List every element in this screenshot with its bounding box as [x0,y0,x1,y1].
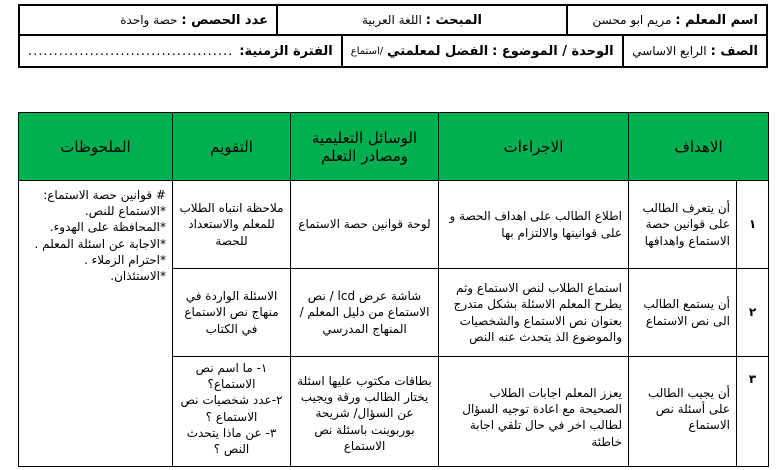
row-number: ٢ [737,269,769,357]
note-line: *الاستئذان. [110,268,166,283]
objective-cell: أن يستمع الطالب الى نص الاستماع [629,269,737,357]
evaluation-cell: الاسئلة الواردة في منهاج نص الاستماع في الكتاب [173,269,291,357]
subject-label: المبحث : [425,12,483,28]
grade-cell [622,36,766,66]
evaluation-cell: ملاحظة انتباه الطلاب للمعلم والاستعداد للحصة [173,181,291,269]
objective-cell: أن يجيب الطالب على أسئلة نص الاستماع [629,357,737,467]
classes-label: عدد الحصص : [181,12,268,28]
unit-label: الوحدة / الموضوع : [492,43,614,59]
row-number: ٣ [737,357,769,467]
note-line: *المحافظة على الهدوء. [49,220,166,235]
row-number: ١ [737,181,769,269]
teacher-value: مريم ابو محسن [592,13,672,27]
info-row-2 [20,36,766,66]
evaluation-line: ١- ما اسم نص الاستماع؟ [195,361,268,392]
header-objectives: الاهداف [629,113,769,181]
teacher-cell [566,6,766,34]
note-line: # قوانين حصة الاستماع: [43,188,166,202]
resource-cell: شاشة عرض lcd / نص الاستماع من دليل المعلم / المنهاج المدرسي [291,269,439,357]
note-line: *الاجابة عن اسئلة المعلم . [34,236,166,251]
procedure-cell: استماع الطلاب لنص الاستماع وثم يطرح المعلم الاسئلة بشكل متدرج بعنوان نص الاستماع والشخصيات والموضوع الذ يتحدث عنه النص [439,269,629,357]
evaluation-line: ٢-عدد شخصيات نص الاستماع ؟ [180,393,283,424]
note-line: *احترام الزملاء . [83,252,166,267]
teacher-label: اسم المعلم : [675,12,758,28]
note-line: *الاستماع للنص. [84,204,166,219]
unit-suffix: /استماع [350,45,384,57]
unit-value: الفضل لمعلمتي [387,43,489,59]
period-label: الفترة الزمنية: [239,43,333,59]
procedure-cell: يعزز المعلم اجابات الطلاب الصحيحة مع اعادة توجيه السؤال لطالب اخر في حال تلقي اجابة خاطئة [439,357,629,467]
period-value: ........................................ [28,43,234,59]
header-evaluation: التقويم [173,113,291,181]
resource-cell: بطاقات مكتوب عليها اسئلة يختار الطالب ورقة ويجيب عن السؤال/ شريحة بوربوينت باسئلة نص الاستماع [291,357,439,467]
evaluation-cell [173,357,291,467]
period-cell [20,36,341,66]
notes-cell [19,181,173,467]
header-procedures: الاجراءات [439,113,629,181]
evaluation-line: ٣- عن ماذا يتحدث النص ؟ [186,425,277,456]
lesson-plan-table [18,112,769,467]
info-row-1 [20,6,766,36]
subject-cell [276,6,566,34]
header-notes: الملحوظات [19,113,173,181]
classes-cell [20,6,276,34]
lesson-info-table [18,4,768,68]
procedure-cell: اطلاع الطالب على اهداف الحصة و على قوانينها والالتزام بها [439,181,629,269]
resource-cell: لوحة قوانين حصة الاستماع [291,181,439,269]
header-resources: الوسائل التعليمية ومصادر التعلم [291,113,439,181]
plan-header-row [19,113,769,181]
table-row [19,181,769,269]
objective-cell: أن يتعرف الطالب على قوانين حصة الاستماع واهدافها [629,181,737,269]
unit-cell [341,36,622,66]
grade-label: الصف : [710,43,758,59]
grade-value: الرابع الاساسي [632,44,707,58]
classes-value: حصة واحدة [120,13,178,27]
subject-value: اللغة العربية [362,13,422,27]
